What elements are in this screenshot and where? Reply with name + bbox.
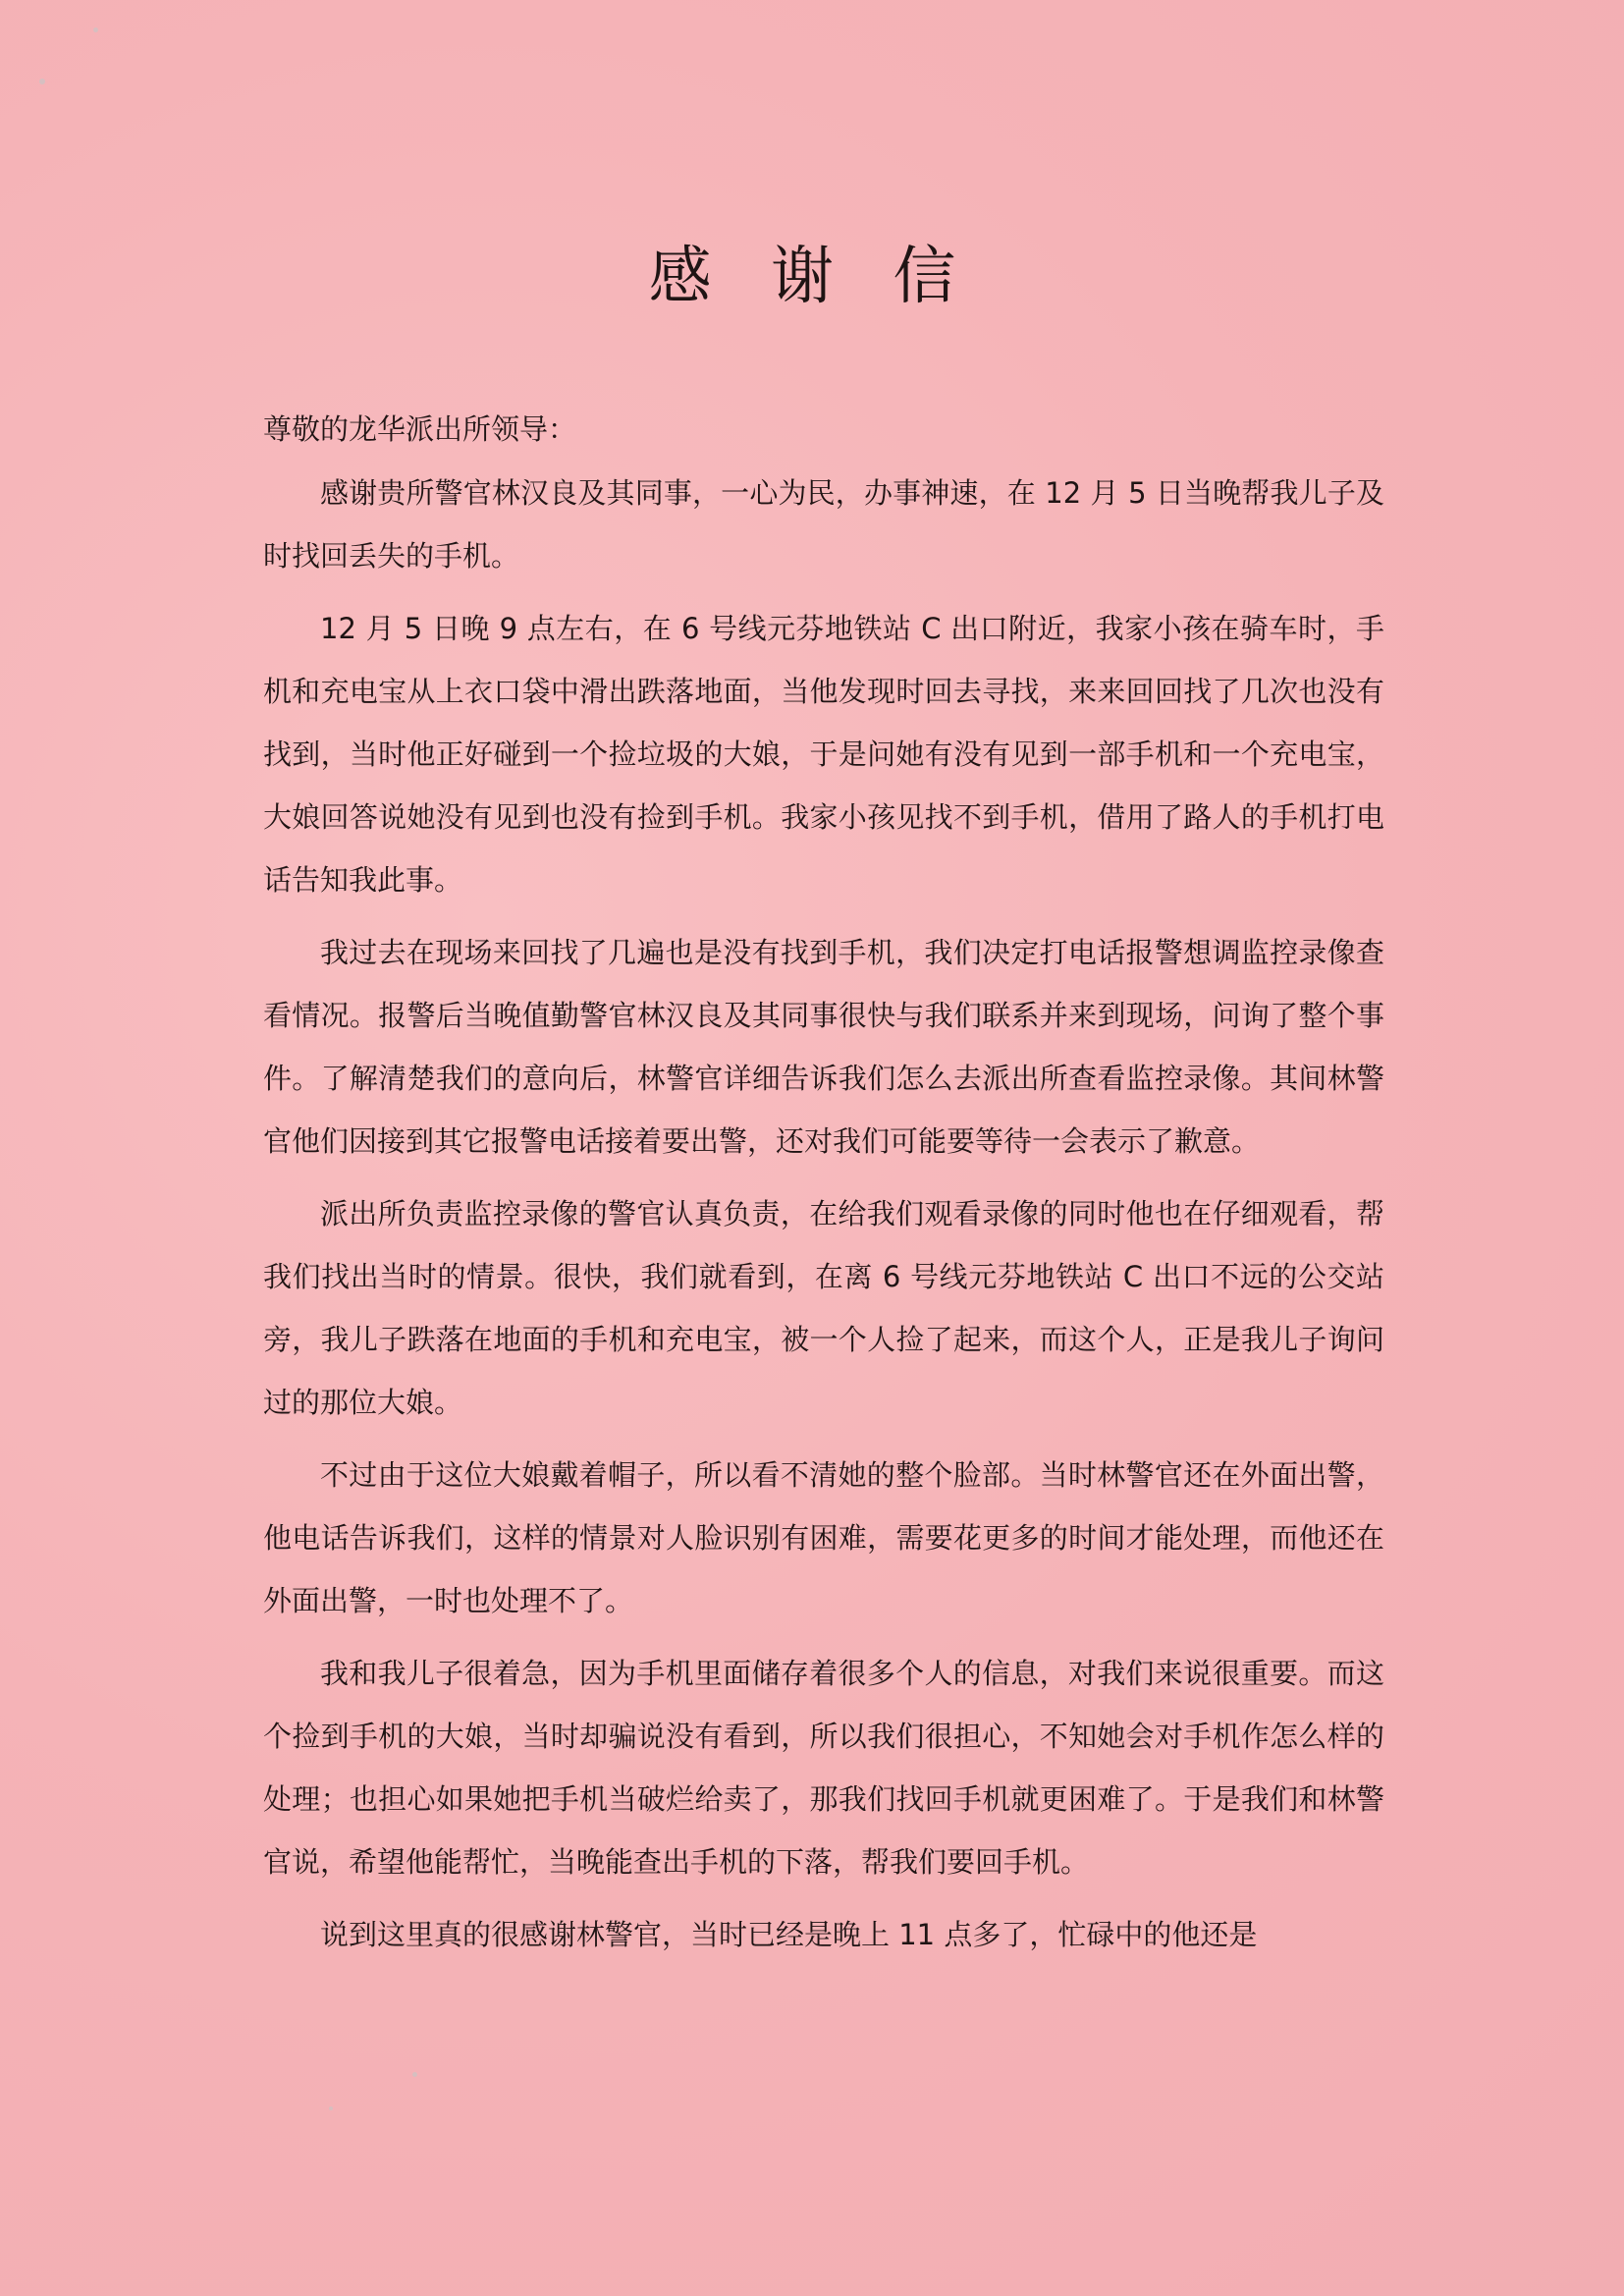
paper-speck xyxy=(329,2106,333,2110)
paragraph: 说到这里真的很感谢林警官，当时已经是晚上 11 点多了，忙碌中的他还是 xyxy=(320,1918,1258,1951)
paper-speck xyxy=(93,27,98,32)
paragraph: 12 月 5 日晚 9 点左右，在 6 号线元芬地铁站 C 出口附近，我家小孩在骑车时，手机和充电宝从上衣口袋中滑出跌落地面，当他发现时回去寻找，来来回回找了几次也没有找到，当时他正好碰到一个捡垃圾的大娘，于是问她有没有见到一部手机和一个充电宝，大娘回答说她没有见到也没有捡到手机。我家小孩见找不到手机，借用了路人的手机打电话告知我此事。 xyxy=(263,612,1384,897)
paragraph: 我和我儿子很着急，因为手机里面储存着很多个人的信息，对我们来说很重要。而这个捡到手机的大娘，当时却骗说没有看到，所以我们很担心，不知她会对手机作怎么样的处理；也担心如果她把手机当破烂给卖了，那我们找回手机就更困难了。于是我们和林警官说，希望他能帮忙，当晚能查出手机的下落，帮我们要回手机。 xyxy=(263,1657,1384,1879)
paragraph: 我过去在现场来回找了几遍也是没有找到手机，我们决定打电话报警想调监控录像查看情况。报警后当晚值勤警官林汉良及其同事很快与我们联系并来到现场，问询了整个事件。了解清楚我们的意向后，林警官详细告诉我们怎么去派出所查看监控录像。其间林警官他们因接到其它报警电话接着要出警，还对我们可能要等待一会表示了歉意。 xyxy=(263,936,1384,1158)
letter-body xyxy=(263,462,1384,1976)
paragraph: 不过由于这位大娘戴着帽子，所以看不清她的整个脸部。当时林警官还在外面出警，他电话告诉我们，这样的情景对人脸识别有困难，需要花更多的时间才能处理，而他还在外面出警，一时也处理不了。 xyxy=(263,1458,1384,1617)
letter-title: 感 谢 信 xyxy=(648,241,976,313)
paper-speck xyxy=(412,2072,417,2077)
paragraph: 感谢贵所警官林汉良及其同事，一心为民，办事神速，在 12 月 5 日当晚帮我儿子及时找回丢失的手机。 xyxy=(263,476,1384,573)
paragraph: 派出所负责监控录像的警官认真负责，在给我们观看录像的同时他也在仔细观看，帮我们找出当时的情景。很快，我们就看到，在离 6 号线元芬地铁站 C 出口不远的公交站旁，我儿子跌落在地面的手机和充电宝，被一个人捡了起来，而这个人，正是我儿子询问过的那位大娘。 xyxy=(263,1197,1384,1419)
letter-salutation: 尊敬的龙华派出所领导： xyxy=(263,412,577,446)
paper-speck xyxy=(39,79,45,84)
